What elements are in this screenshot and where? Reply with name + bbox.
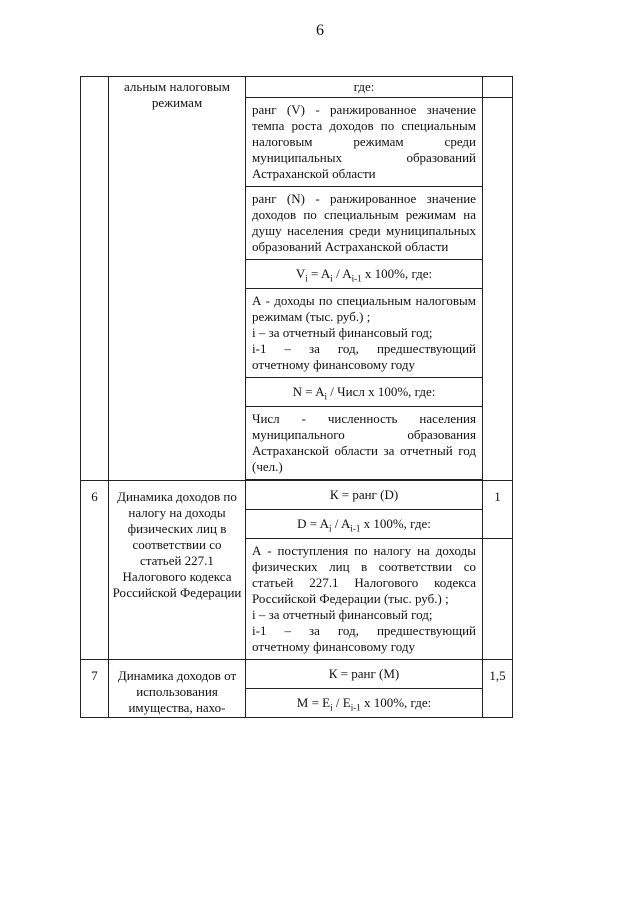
weight-cell: [483, 77, 513, 98]
table-row: [81, 481, 513, 510]
def-i: i – за отчетный финансовый год;: [252, 325, 433, 340]
def-a: А - поступления по налогу на доходы физических лиц в соответствии со статьей 227.1 Налогового кодекса Российской Федерации (тыс. руб.) ;: [252, 543, 476, 606]
weight-cell: [483, 98, 513, 481]
def-i1: i-1 – за год, предшествующий отчетному финансовому году: [252, 623, 476, 654]
variable-definitions: [246, 539, 483, 660]
formula-k: К = ранг (М): [246, 660, 483, 689]
formula-k: К = ранг (D): [246, 481, 483, 510]
rank-n-definition: ранг (N) - ранжированное значение доходов по специальным режимам на душу населения среди муниципальных образований Астраханской области: [246, 187, 483, 260]
table-row: [81, 77, 513, 98]
def-a: А - доходы по специальным налоговым режимам (тыс. руб.) ;: [252, 293, 476, 324]
row-number: 6: [81, 481, 109, 660]
criteria-table: [80, 76, 513, 718]
formula-n: $N = A_i$ / Числ х 100%, где:: [246, 378, 483, 407]
page-number: 6: [316, 22, 324, 39]
num-cell: [81, 77, 109, 481]
criterion-name: Динамика доходов от использования имущества, нахо-: [109, 660, 246, 718]
criterion-name: альным налоговым режимам: [109, 77, 246, 481]
rank-v-definition: ранг (V) - ранжированное значение темпа роста доходов по специальным налоговым режимам среди муниципальных образований Астраханской области: [246, 98, 483, 187]
where-label: где:: [246, 77, 483, 98]
def-i1: i-1 – за год, предшествующий отчетному финансовому году: [252, 341, 476, 372]
variable-definitions: [246, 289, 483, 378]
weight-value: 1,5: [483, 660, 513, 718]
weight-value: 1: [483, 481, 513, 539]
table-row: [81, 660, 513, 689]
chisl-definition: Числ - численность населения муниципального образования Астраханской области за отчетный год (чел.): [246, 407, 483, 480]
row-number: 7: [81, 660, 109, 718]
formula-v: $V_i = A_i / A_{i-1}$ х 100%, где:: [246, 260, 483, 289]
def-i: i – за отчетный финансовый год;: [252, 607, 433, 622]
criterion-name: Динамика доходов по налогу на доходы физических лиц в соответствии со статьей 227.1 Налогового кодекса Российской Федерации: [109, 481, 246, 660]
weight-cell: [483, 539, 513, 660]
formula-m: $M = E_i / E_{i-1}$ х 100%, где:: [246, 689, 483, 718]
formula-d: $D = A_i / A_{i-1}$ х 100%, где:: [246, 510, 483, 539]
